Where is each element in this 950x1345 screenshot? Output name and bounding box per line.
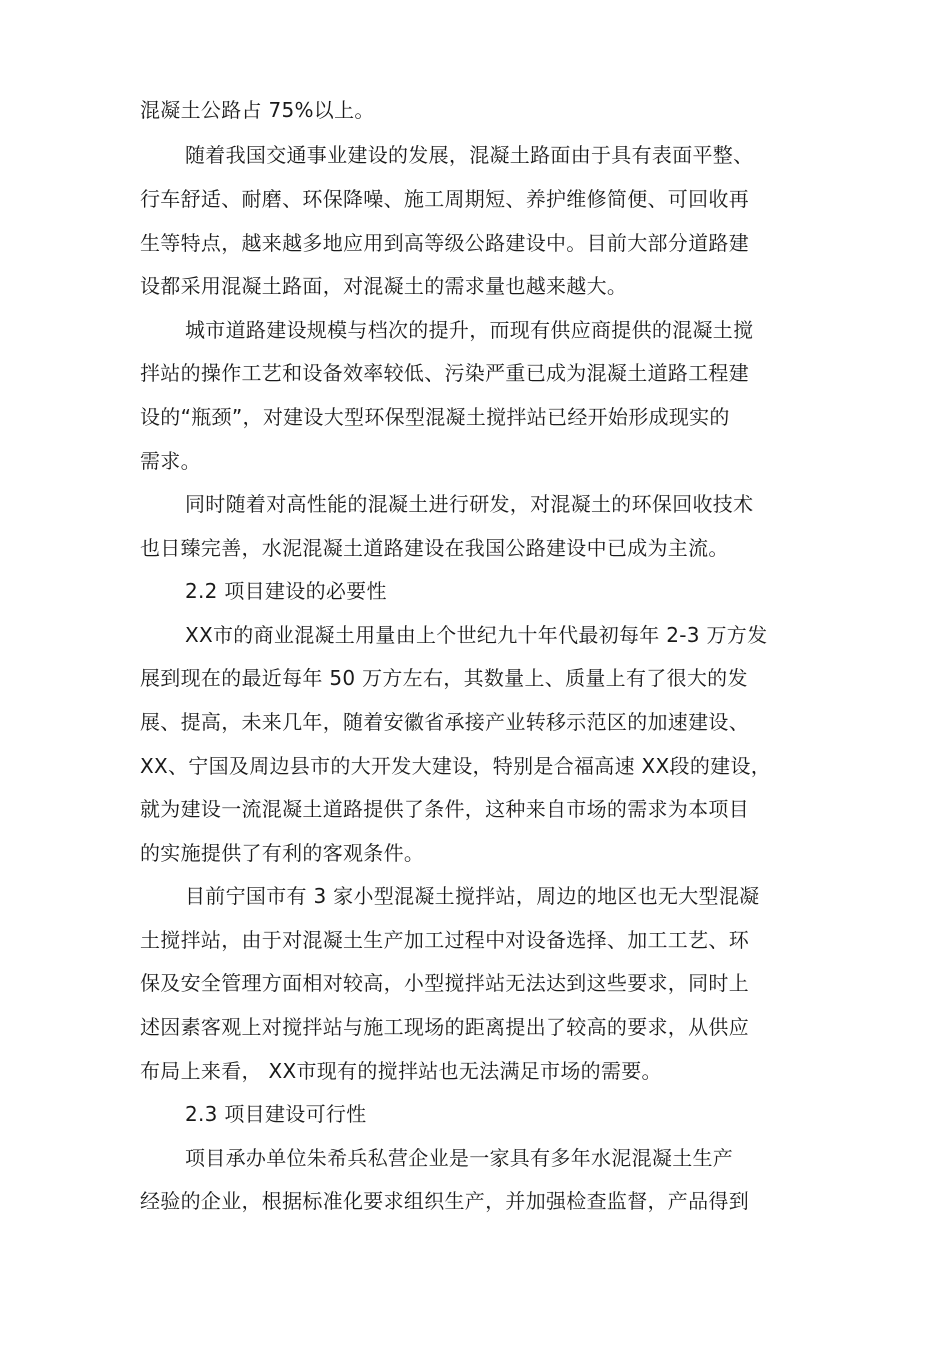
paragraph-start: 随着我国交通事业建设的发展，混凝土路面由于具有表面平整、 [185,143,754,167]
text-line: 就为建设一流混凝土道路提供了条件，这种来自市场的需求为本项目 [140,797,749,821]
text-line: 行车舒适、耐磨、环保降噪、施工周期短、养护维修简便、可回收再 [140,187,749,211]
section-heading: 2.2 项目建设的必要性 [185,579,387,603]
text-line: XX、宁国及周边县市的大开发大建设，特别是合福高速 XX段的建设， [140,754,772,778]
paragraph-start: 同时随着对高性能的混凝土进行研发，对混凝土的环保回收技术 [185,492,754,516]
text-line: 需求。 [140,449,201,473]
text-line: 展、提高，未来几年，随着安徽省承接产业转移示范区的加速建设、 [140,710,749,734]
text-line: 土搅拌站，由于对混凝土生产加工过程中对设备选择、加工工艺、环 [140,928,749,952]
text-line: 也日臻完善，水泥混凝土道路建设在我国公路建设中已成为主流。 [140,536,729,560]
paragraph-start: 城市道路建设规模与档次的提升，而现有供应商提供的混凝土搅 [185,318,754,342]
text-line: 的实施提供了有利的客观条件。 [140,841,425,865]
text-line: 拌站的操作工艺和设备效率较低、污染严重已成为混凝土道路工程建 [140,361,749,385]
text-line: 设的“瓶颈”，对建设大型环保型混凝土搅拌站已经开始形成现实的 [140,405,730,429]
text-line: 布局上来看， XX市现有的搅拌站也无法满足市场的需要。 [140,1059,662,1083]
section-heading: 2.3 项目建设可行性 [185,1102,367,1126]
paragraph-start: XX市的商业混凝土用量由上个世纪九十年代最初每年 2-3 万方发 [185,623,768,647]
text-line: 生等特点，越来越多地应用到高等级公路建设中。目前大部分道路建 [140,231,749,255]
text-line: 设都采用混凝土路面，对混凝土的需求量也越来越大。 [140,274,628,298]
text-line: 经验的企业，根据标准化要求组织生产，并加强检查监督，产品得到 [140,1189,749,1213]
paragraph-start: 项目承办单位朱希兵私营企业是一家具有多年水泥混凝土生产 [185,1146,734,1170]
text-line: 混凝土公路占 75%以上。 [140,98,375,122]
text-line: 述因素客观上对搅拌站与施工现场的距离提出了较高的要求，从供应 [140,1015,749,1039]
text-line: 保及安全管理方面相对较高，小型搅拌站无法达到这些要求，同时上 [140,971,749,995]
text-line: 展到现在的最近每年 50 万方左右，其数量上、质量上有了很大的发 [140,666,748,690]
paragraph-start: 目前宁国市有 3 家小型混凝土搅拌站，周边的地区也无大型混凝 [185,884,760,908]
